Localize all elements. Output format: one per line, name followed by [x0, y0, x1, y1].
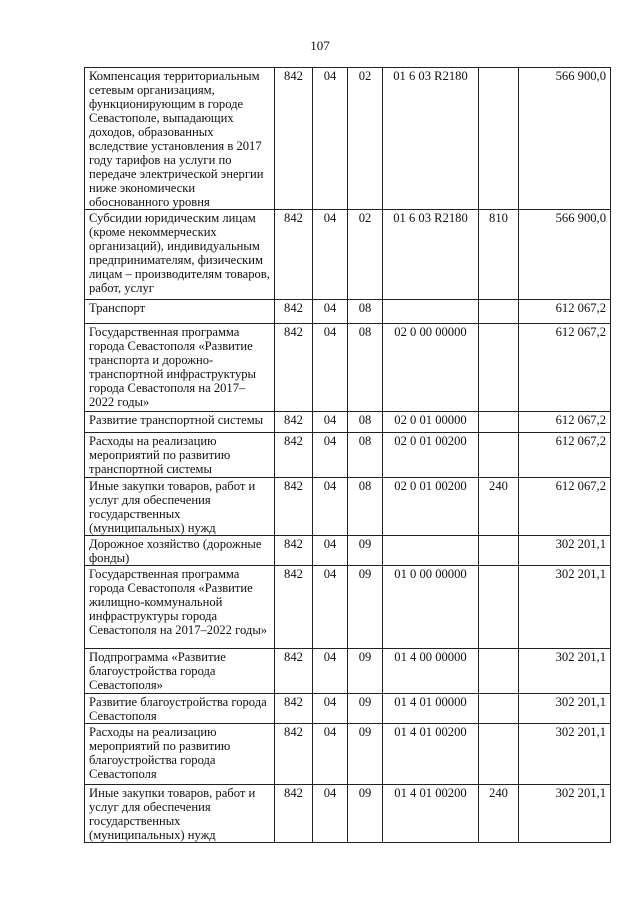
cell-gr: 842 — [275, 300, 313, 324]
cell-pr: 08 — [348, 300, 383, 324]
cell-rz: 04 — [313, 478, 348, 536]
table-row — [85, 210, 611, 300]
cell-csr: 01 4 00 00000 — [383, 649, 479, 694]
cell-name: Дорожное хозяйство (дорожные фонды) — [85, 536, 275, 566]
cell-gr: 842 — [275, 324, 313, 412]
cell-rz: 04 — [313, 724, 348, 785]
cell-sum: 302 201,1 — [519, 649, 611, 694]
cell-sum: 302 201,1 — [519, 785, 611, 843]
cell-gr: 842 — [275, 536, 313, 566]
cell-csr: 02 0 01 00000 — [383, 412, 479, 433]
cell-sum: 612 067,2 — [519, 324, 611, 412]
cell-name: Расходы на реализацию мероприятий по развитию благоустройства города Севастополя — [85, 724, 275, 785]
cell-pr: 09 — [348, 649, 383, 694]
cell-pr: 08 — [348, 324, 383, 412]
cell-name: Компенсация территориальным сетевым организациям, функционирующим в городе Севастополе, выпадающих доходов, образованных вследствие установления в 2017 году тарифов на услуги по передаче электрической энергии ниже экономически обоснованного уровня — [85, 68, 275, 210]
cell-vr — [479, 566, 519, 649]
cell-csr: 01 4 01 00200 — [383, 724, 479, 785]
cell-name: Развитие благоустройства города Севастополя — [85, 694, 275, 724]
cell-vr — [479, 324, 519, 412]
cell-vr — [479, 412, 519, 433]
table-row — [85, 649, 611, 694]
cell-name: Иные закупки товаров, работ и услуг для обеспечения государственных (муниципальных) нужд — [85, 478, 275, 536]
budget-table — [84, 67, 611, 843]
cell-rz: 04 — [313, 324, 348, 412]
cell-sum: 302 201,1 — [519, 694, 611, 724]
cell-gr: 842 — [275, 724, 313, 785]
cell-csr — [383, 300, 479, 324]
cell-pr: 08 — [348, 412, 383, 433]
cell-vr: 240 — [479, 785, 519, 843]
cell-rz: 04 — [313, 536, 348, 566]
cell-vr — [479, 649, 519, 694]
cell-gr: 842 — [275, 412, 313, 433]
cell-sum: 612 067,2 — [519, 412, 611, 433]
cell-vr — [479, 433, 519, 478]
page-number: 107 — [310, 38, 330, 53]
cell-sum: 302 201,1 — [519, 566, 611, 649]
cell-sum: 302 201,1 — [519, 724, 611, 785]
cell-name: Иные закупки товаров, работ и услуг для обеспечения государственных (муниципальных) нужд — [85, 785, 275, 843]
table-row — [85, 785, 611, 843]
cell-pr: 09 — [348, 566, 383, 649]
table-row — [85, 694, 611, 724]
cell-gr: 842 — [275, 649, 313, 694]
cell-rz: 04 — [313, 694, 348, 724]
cell-name: Развитие транспортной системы — [85, 412, 275, 433]
cell-csr: 02 0 01 00200 — [383, 433, 479, 478]
cell-sum: 566 900,0 — [519, 68, 611, 210]
cell-rz: 04 — [313, 433, 348, 478]
cell-vr — [479, 694, 519, 724]
cell-csr: 02 0 01 00200 — [383, 478, 479, 536]
cell-csr: 02 0 00 00000 — [383, 324, 479, 412]
cell-csr: 01 4 01 00000 — [383, 694, 479, 724]
cell-vr: 810 — [479, 210, 519, 300]
cell-rz: 04 — [313, 300, 348, 324]
table-row — [85, 300, 611, 324]
cell-name: Государственная программа города Севастополя «Развитие жилищно-коммунальной инфраструктуры города Севастополя на 2017–2022 годы» — [85, 566, 275, 649]
cell-vr: 240 — [479, 478, 519, 536]
budget-table-body — [85, 68, 611, 843]
table-row — [85, 566, 611, 649]
cell-name: Государственная программа города Севастополя «Развитие транспорта и дорожно-транспортной инфраструктуры города Севастополя на 2017–2022 годы» — [85, 324, 275, 412]
table-row — [85, 324, 611, 412]
cell-pr: 02 — [348, 210, 383, 300]
cell-csr — [383, 536, 479, 566]
cell-name: Транспорт — [85, 300, 275, 324]
table-row — [85, 412, 611, 433]
cell-gr: 842 — [275, 785, 313, 843]
cell-gr: 842 — [275, 478, 313, 536]
cell-vr — [479, 724, 519, 785]
cell-sum: 612 067,2 — [519, 478, 611, 536]
cell-pr: 09 — [348, 536, 383, 566]
cell-pr: 09 — [348, 724, 383, 785]
cell-gr: 842 — [275, 210, 313, 300]
cell-sum: 612 067,2 — [519, 300, 611, 324]
table-row — [85, 478, 611, 536]
cell-rz: 04 — [313, 68, 348, 210]
table-row — [85, 68, 611, 210]
cell-pr: 09 — [348, 694, 383, 724]
table-row — [85, 536, 611, 566]
cell-gr: 842 — [275, 566, 313, 649]
cell-sum: 302 201,1 — [519, 536, 611, 566]
cell-sum: 612 067,2 — [519, 433, 611, 478]
cell-rz: 04 — [313, 649, 348, 694]
cell-gr: 842 — [275, 68, 313, 210]
cell-rz: 04 — [313, 412, 348, 433]
cell-csr: 01 4 01 00200 — [383, 785, 479, 843]
cell-pr: 08 — [348, 478, 383, 536]
cell-name: Подпрограмма «Развитие благоустройства города Севастополя» — [85, 649, 275, 694]
cell-rz: 04 — [313, 566, 348, 649]
cell-gr: 842 — [275, 694, 313, 724]
cell-rz: 04 — [313, 785, 348, 843]
cell-csr: 01 0 00 00000 — [383, 566, 479, 649]
cell-name: Расходы на реализацию мероприятий по развитию транспортной системы — [85, 433, 275, 478]
cell-vr — [479, 68, 519, 210]
cell-pr: 09 — [348, 785, 383, 843]
cell-gr: 842 — [275, 433, 313, 478]
cell-name: Субсидии юридическим лицам (кроме некоммерческих организаций), индивидуальным предпринимателям, физическим лицам – производителям товаров, работ, услуг — [85, 210, 275, 300]
table-row — [85, 433, 611, 478]
cell-csr: 01 6 03 R2180 — [383, 210, 479, 300]
cell-vr — [479, 536, 519, 566]
cell-csr: 01 6 03 R2180 — [383, 68, 479, 210]
cell-sum: 566 900,0 — [519, 210, 611, 300]
cell-rz: 04 — [313, 210, 348, 300]
cell-pr: 02 — [348, 68, 383, 210]
cell-pr: 08 — [348, 433, 383, 478]
table-row — [85, 724, 611, 785]
cell-vr — [479, 300, 519, 324]
